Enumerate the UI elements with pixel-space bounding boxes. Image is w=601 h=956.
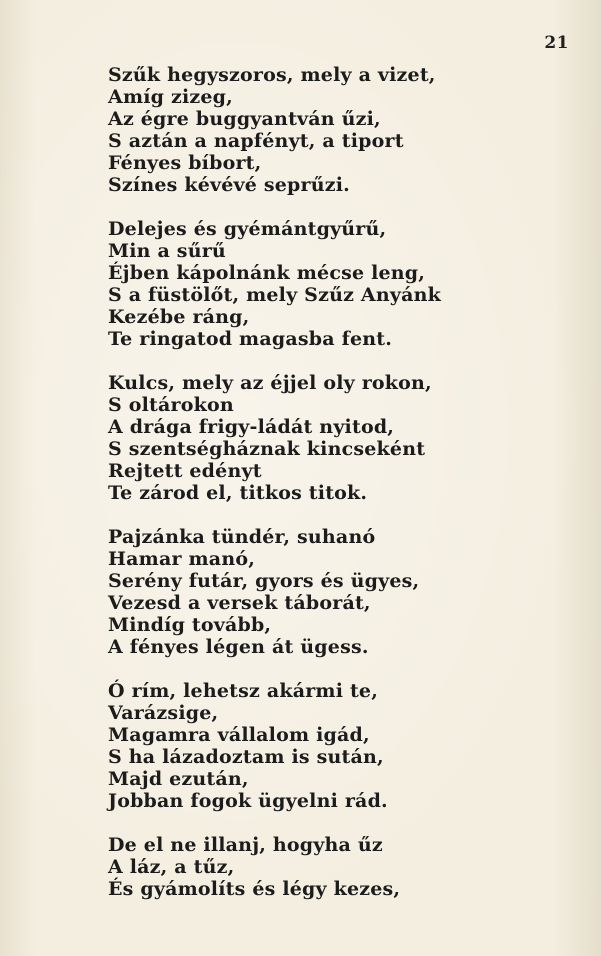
poem-line: Jobban fogok ügyelni rád. [108,790,388,812]
poem-line: Hamar manó, [108,548,256,570]
stanza-3 [108,372,578,504]
poem-line: Színes kévévé seprűzi. [108,174,350,196]
poem-line: Fényes bíbort, [108,152,262,174]
poem-line: Pajzánka tündér, suhanó [108,526,376,548]
poem-line: Delejes és gyémántgyűrű, [108,218,387,240]
poem-line: Serény futár, gyors és ügyes, [108,570,420,592]
poem-line: Kezébe ráng, [108,306,250,328]
poem-line: A fényes légen át ügess. [108,636,369,658]
poem-line: Min a sűrű [108,240,226,262]
poem-line: De el ne illanj, hogyha űz [108,834,383,856]
poem-line: Éjben kápolnánk mécse leng, [108,262,426,284]
poem-line: Varázsige, [108,702,219,724]
poem-line: Szűk hegyszoros, mely a vizet, [108,64,436,86]
poem-line: S ha lázadoztam is sután, [108,746,384,768]
poem-line: A drága frigy-ládát nyitod, [108,416,395,438]
poem-line: Te zárod el, titkos titok. [108,482,368,504]
poem-line: S oltárokon [108,394,234,416]
poem-line: Magamra vállalom igád, [108,724,370,746]
poem-line: Vezesd a versek táborát, [108,592,371,614]
poem-line: És gyámolíts és légy kezes, [108,878,401,900]
poem-line: A láz, a tűz, [108,856,235,878]
poem-line: Mindíg tovább, [108,614,272,636]
poem-line: Kulcs, mely az éjjel oly rokon, [108,372,432,394]
poem-line: Ó rím, lehetsz akármi te, [108,680,379,702]
poem-line: Rejtett edényt [108,460,262,482]
poem-line: Amíg zizeg, [108,86,233,108]
poem-line: Majd ezután, [108,768,249,790]
poem [108,64,578,900]
stanza-4 [108,526,578,658]
poem-line: S szentségháznak kincseként [108,438,426,460]
stanza-5 [108,680,578,812]
poem-line: S aztán a napfényt, a tiport [108,130,404,152]
stanza-6 [108,834,578,900]
poem-line: Az égre buggyantván űzi, [108,108,381,130]
poem-line: S a füstölőt, mely Szűz Anyánk [108,284,441,306]
poem-line: Te ringatod magasba fent. [108,328,393,350]
stanza-1 [108,64,578,196]
stanza-2 [108,218,578,350]
page-number: 21 [544,33,569,53]
